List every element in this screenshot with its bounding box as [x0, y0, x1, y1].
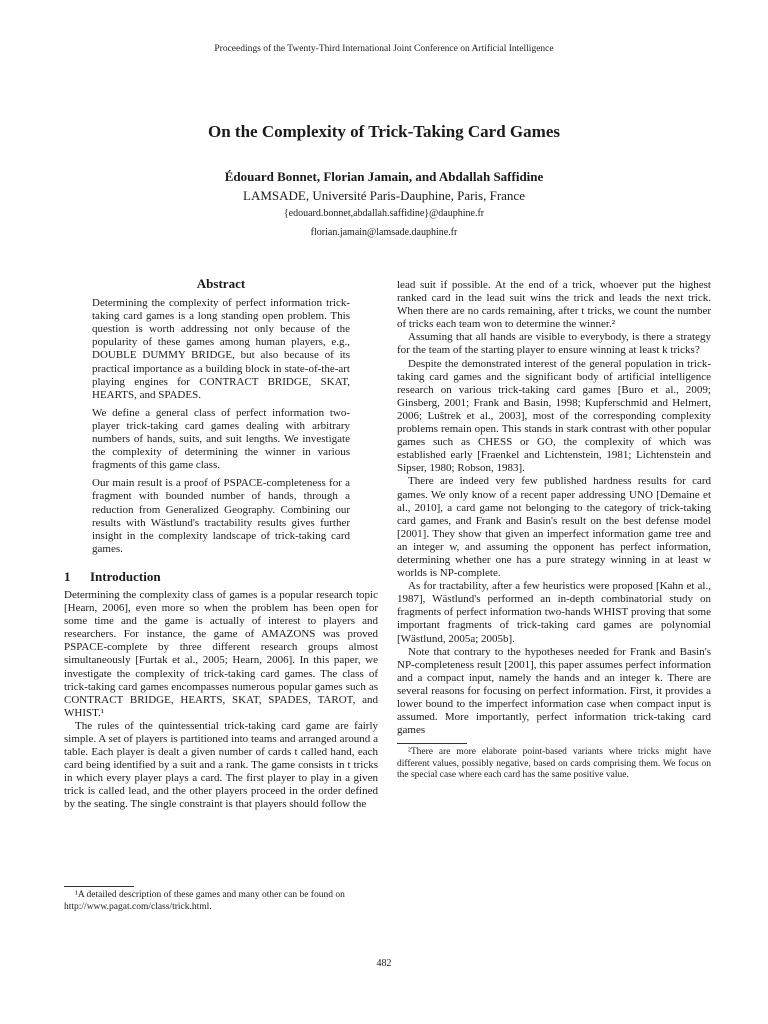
body-paragraph: The rules of the quintessential trick-taking card game are fairly simple. A set of players is partitioned into teams and arranged around a table. Each player is dealt a given number of cards t called hand, each card being identified by a suit and a rank. The game consists in t tricks in which every player plays a card. The first player to play in a given trick is called lead, and the other players proceed in the order defined by the seating. The single constraint is that players should follow the — [64, 719, 378, 811]
section-heading-introduction — [64, 570, 378, 583]
section-number: 1 — [64, 568, 71, 584]
footnote-2: ²There are more elaborate point-based variants where tricks might have different values, possibly negative, based on cards comprising them. We focus on the special case where each card has the same positive value. — [397, 747, 711, 781]
abstract-paragraph: Determining the complexity of perfect information trick-taking card games is a long standing open problem. This question is worth addressing not only because of the popularity of these games among human players, e.g., DOUBLE DUMMY BRIDGE, but also because of its practical importance as a building block in state-of-the-art playing engines for CONTRACT BRIDGE, SKAT, HEARTS, and SPADES. — [92, 297, 350, 401]
abstract-body — [64, 297, 378, 556]
section-title: Introduction — [90, 568, 161, 584]
footnote-divider — [397, 743, 467, 744]
abstract-heading: Abstract — [196, 276, 246, 291]
abstract-paragraph: We define a general class of perfect information two-player trick-taking card games dealing with arbitrary numbers of hands, suits, and suit lengths. We investigate the complexity of determining the winner in various fragments of this game class. — [92, 406, 350, 472]
right-column — [397, 279, 711, 782]
page-number: 482 — [376, 958, 392, 969]
body-paragraph: Assuming that all hands are visible to everybody, is there a strategy for the team of the starting player to ensure winning at least k tricks? — [397, 331, 711, 357]
body-paragraph: lead suit if possible. At the end of a trick, whoever put the highest ranked card in the lead suit wins the trick and leads the next trick. When there are no cards remaining, after t tricks, we count the number of tricks each team won to determine the winner.² — [397, 279, 711, 331]
footnote-divider — [64, 886, 134, 887]
paper-title: On the Complexity of Trick-Taking Card Games — [208, 122, 560, 141]
left-footnote-area — [64, 880, 378, 913]
body-paragraph: As for tractability, after a few heuristics were proposed [Kahn et al., 1987], Wästlund's performed an in-depth combinatorial study on fragments of perfect information two-hands WHIST proving that some important fragments of trick-taking card games are polynomial [Wästlund, 2005a; 2005b]. — [397, 580, 711, 645]
affiliation: LAMSADE, Université Paris-Dauphine, Paris, France — [243, 188, 525, 203]
body-paragraph: There are indeed very few published hardness results for card games. We only know of a recent paper addressing UNO [Demaine et al., 2010], a card game not belonging to the category of trick-taking card games, and Frank and Basin's result on the best defense model [2001]. They show that given an imperfect information game tree and an integer w, and assuming the opponent has perfect information, determining whether one has a pure strategy winning in at least w worlds is NP-complete. — [397, 475, 711, 580]
abstract-paragraph: Our main result is a proof of PSPACE-completeness for a fragment with bounded number of hands, through a reduction from Generalized Geography. Combining our results with Wästlund's tractability results gives further insight in the complexity landscape of trick-taking card games. — [92, 477, 350, 555]
email-line-1[interactable]: {edouard.bonnet,abdallah.saffidine}@dauphine.fr — [283, 208, 485, 219]
body-paragraph: Note that contrary to the hypotheses needed for Frank and Basin's NP-completeness result [2001], this paper assumes perfect information and a compact input, namely the hands and an integer k. There are several reasons for focusing on perfect information. First, it provides a lower bound to the imperfect information case when compact input is assumed. More importantly, perfect information trick-taking card games — [397, 645, 711, 737]
footnote-1: ¹A detailed description of these games and many other can be found on http://www.pagat.com/class/trick.html. — [64, 890, 345, 912]
body-paragraph: Determining the complexity class of games is a popular research topic [Hearn, 2006], even more so when the problem has been open for some time and the game is actually of interest to players and researchers. For instance, the game of AMAZONS was proved PSPACE-complete by three different research groups almost simultaneously [Furtak et al., 2005; Hearn, 2006]. In this paper, we investigate the complexity of trick-taking card games. The class of trick-taking card games encompasses numerous popular games such as CONTRACT BRIDGE, HEARTS, SKAT, SPADES, TAROT, and WHIST.¹ — [64, 588, 378, 719]
body-paragraph: Despite the demonstrated interest of the general population in trick-taking card games and the significant body of artificial intelligence research on various trick-taking card games [Buro et al., 2009; Ginsberg, 2001; Frank and Basin, 1998; Kupferschmid and Helmert, 2006; Luštrek et al., 2003], most of the corresponding complexity problems remain open. This stands in stark contrast with other popular games such as CHESS or GO, the complexity of which was established early [Fraenkel and Lichtenstein, 1981; Lichtenstein and Sipser, 1980; Robson, 1983]. — [397, 357, 711, 475]
conference-header: Proceedings of the Twenty-Third International Joint Conference on Artificial Intelligence — [214, 44, 554, 54]
email-line-2[interactable]: florian.jamain@lamsade.dauphine.fr — [310, 227, 458, 238]
authors: Édouard Bonnet, Florian Jamain, and Abdallah Saffidine — [224, 169, 544, 184]
left-column — [64, 277, 378, 812]
